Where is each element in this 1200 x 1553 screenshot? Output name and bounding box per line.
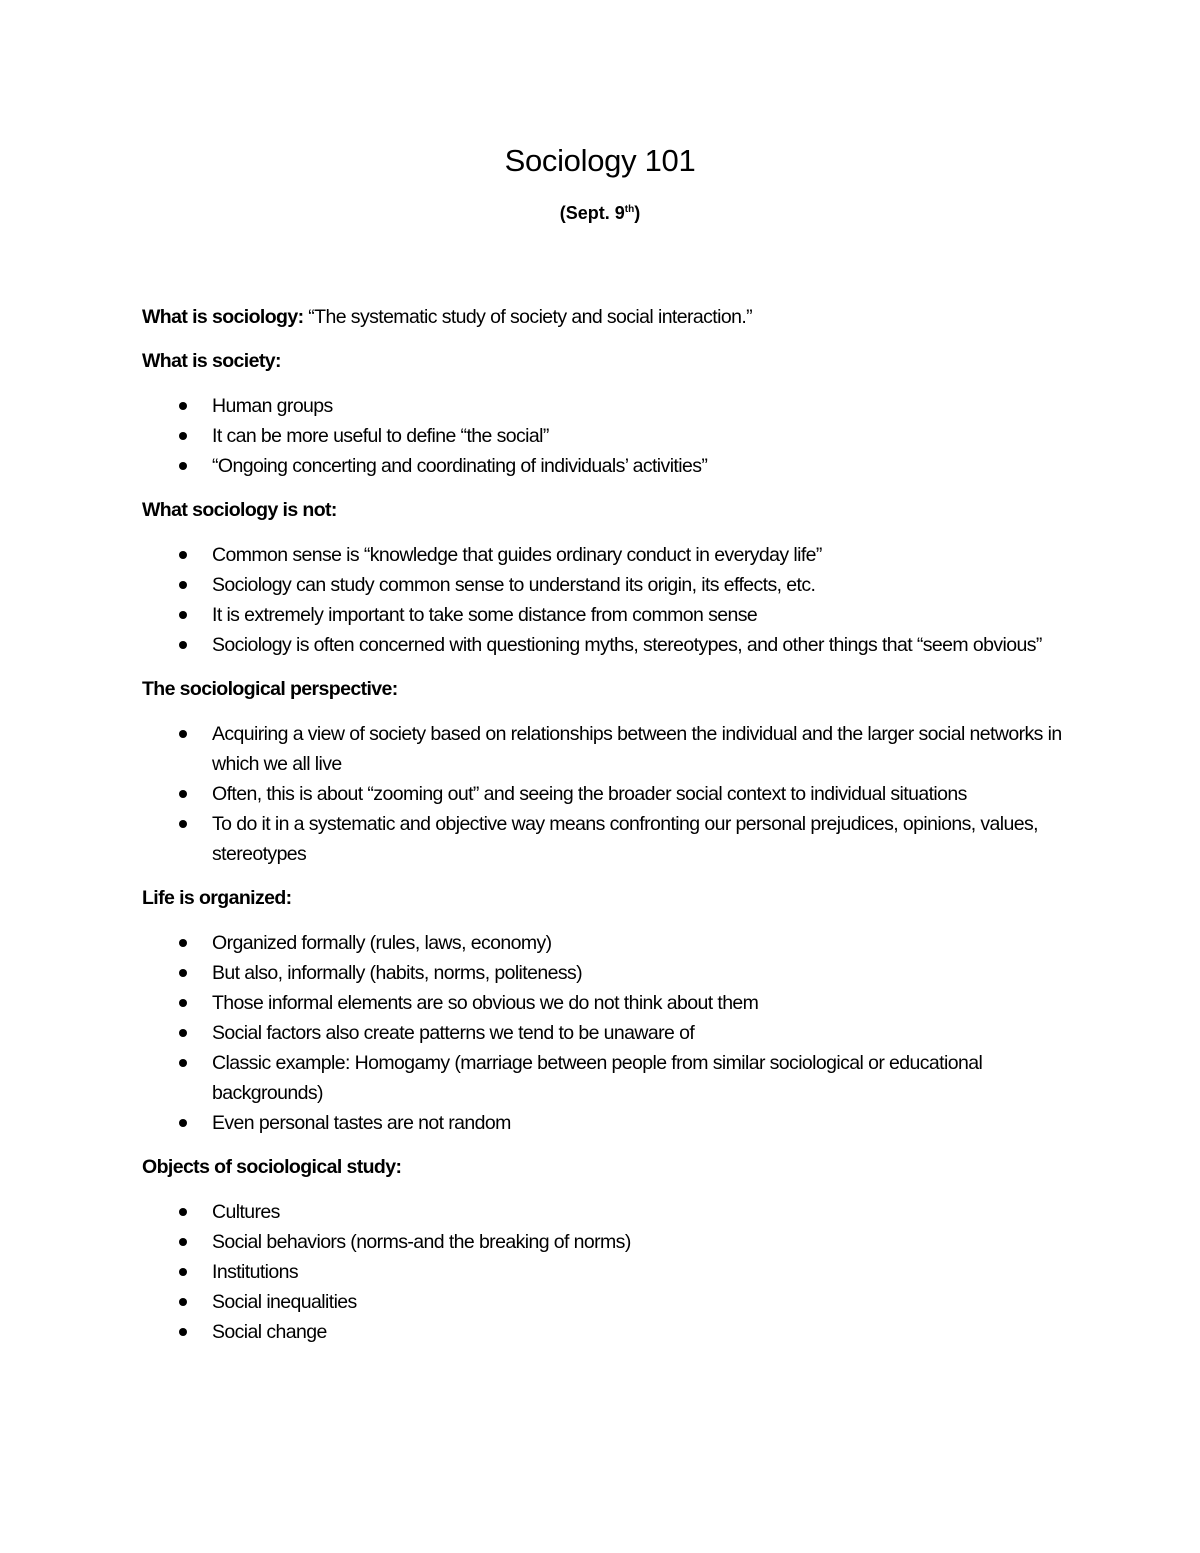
list-item <box>212 421 1062 451</box>
bullet-icon <box>179 1298 187 1306</box>
list-item <box>212 1197 1062 1227</box>
bullet-icon <box>179 1059 187 1067</box>
list-item <box>212 928 1062 958</box>
section-heading: What is society: <box>142 350 281 372</box>
list-item-text: Even personal tastes are not random <box>212 1112 511 1134</box>
list-item <box>212 451 1062 481</box>
document-body <box>142 302 1062 1361</box>
list-item <box>212 600 1062 630</box>
date-suffix: ) <box>634 203 641 223</box>
list-item <box>212 391 1062 421</box>
section-heading: The sociological perspective: <box>142 678 398 700</box>
definition-paragraph <box>142 302 1062 332</box>
list-item <box>212 988 1062 1018</box>
bullet-icon <box>179 999 187 1007</box>
bullet-icon <box>179 1029 187 1037</box>
bullet-icon <box>179 730 187 738</box>
list-item-text: Classic example: Homogamy (marriage between people from similar sociological or educational backgrounds) <box>212 1052 983 1104</box>
list-item <box>212 570 1062 600</box>
bullet-icon <box>179 1208 187 1216</box>
bullet-list <box>142 1197 1062 1347</box>
list-item-text: Institutions <box>212 1261 299 1283</box>
list-item <box>212 958 1062 988</box>
document-date <box>0 203 1200 224</box>
list-item-text: But also, informally (habits, norms, politeness) <box>212 962 583 984</box>
list-item-text: Social change <box>212 1321 327 1343</box>
bullet-list <box>142 719 1062 869</box>
list-item <box>212 809 1062 869</box>
sections-container <box>142 346 1062 1347</box>
date-superscript: th <box>624 204 635 215</box>
list-item-text: It is extremely important to take some distance from common sense <box>212 604 758 626</box>
date-prefix: (Sept. 9 <box>559 203 625 223</box>
list-item-text: Common sense is “knowledge that guides ordinary conduct in everyday life” <box>212 544 822 566</box>
definition-label: What is sociology: <box>142 306 304 328</box>
bullet-icon <box>179 611 187 619</box>
section-heading: Objects of sociological study: <box>142 1156 402 1178</box>
bullet-icon <box>179 969 187 977</box>
list-item <box>212 1257 1062 1287</box>
list-item-text: Human groups <box>212 395 333 417</box>
list-item-text: Social behaviors (norms-and the breaking of norms) <box>212 1231 631 1253</box>
list-item-text: To do it in a systematic and objective way means confronting our personal prejudices, opinions, values, stereotypes <box>212 813 1038 865</box>
list-item <box>212 540 1062 570</box>
bullet-list <box>142 928 1062 1138</box>
list-item <box>212 1227 1062 1257</box>
list-item <box>212 1048 1062 1108</box>
section-heading: What sociology is not: <box>142 499 337 521</box>
bullet-icon <box>179 1238 187 1246</box>
bullet-icon <box>179 432 187 440</box>
bullet-icon <box>179 402 187 410</box>
bullet-icon <box>179 1119 187 1127</box>
list-item-text: Cultures <box>212 1201 280 1223</box>
list-item-text: Sociology is often concerned with questioning myths, stereotypes, and other things that “seem obvious” <box>212 634 1042 656</box>
list-item <box>212 1287 1062 1317</box>
bullet-icon <box>179 939 187 947</box>
list-item-text: “Ongoing concerting and coordinating of individuals’ activities” <box>212 455 708 477</box>
bullet-icon <box>179 462 187 470</box>
section-heading: Life is organized: <box>142 887 292 909</box>
list-item-text: Often, this is about “zooming out” and seeing the broader social context to individual situations <box>212 783 967 805</box>
list-item <box>212 779 1062 809</box>
bullet-icon <box>179 820 187 828</box>
list-item-text: Social factors also create patterns we tend to be unaware of <box>212 1022 695 1044</box>
list-item <box>212 719 1062 779</box>
bullet-icon <box>179 551 187 559</box>
list-item-text: Sociology can study common sense to understand its origin, its effects, etc. <box>212 574 816 596</box>
list-item <box>212 1018 1062 1048</box>
list-item <box>212 1108 1062 1138</box>
bullet-list <box>142 540 1062 660</box>
bullet-list <box>142 391 1062 481</box>
bullet-icon <box>179 790 187 798</box>
list-item <box>212 630 1062 660</box>
bullet-icon <box>179 1328 187 1336</box>
bullet-icon <box>179 1268 187 1276</box>
list-item-text: It can be more useful to define “the social” <box>212 425 549 447</box>
definition-text: “The systematic study of society and social interaction.” <box>303 306 753 328</box>
bullet-icon <box>179 581 187 589</box>
list-item-text: Organized formally (rules, laws, economy) <box>212 932 552 954</box>
list-item-text: Social inequalities <box>212 1291 357 1313</box>
list-item <box>212 1317 1062 1347</box>
document-title: Sociology 101 <box>504 143 696 178</box>
list-item-text: Acquiring a view of society based on relationships between the individual and the larger social networks in which we all live <box>212 723 1062 775</box>
list-item-text: Those informal elements are so obvious we do not think about them <box>212 992 759 1014</box>
bullet-icon <box>179 641 187 649</box>
